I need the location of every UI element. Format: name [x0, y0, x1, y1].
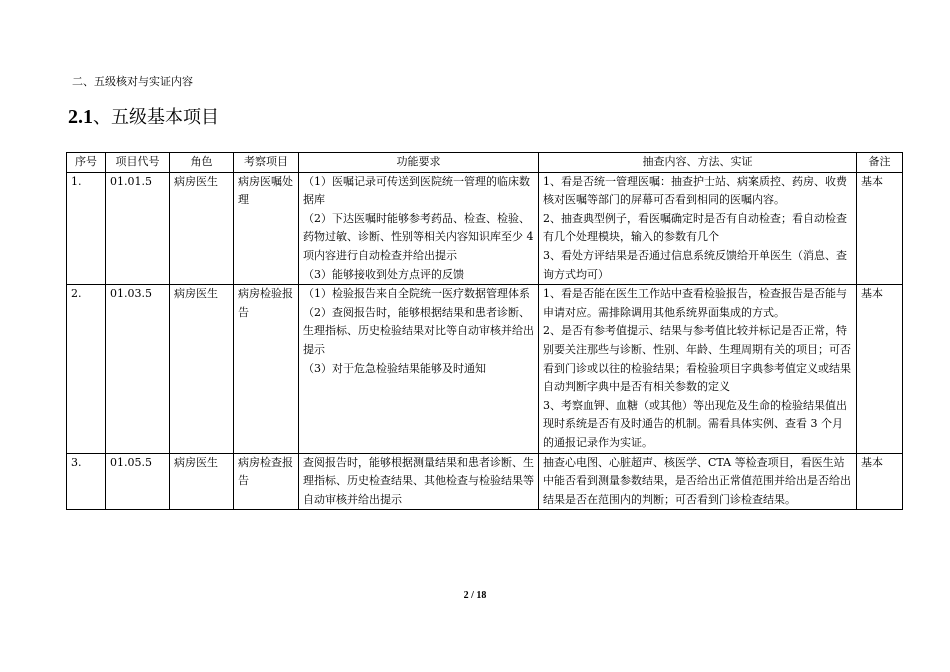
- cell-code: 01.05.5: [106, 453, 170, 510]
- header-role: 角色: [170, 153, 234, 173]
- cell-item: 病房检验报告: [234, 285, 299, 453]
- cell-code: 01.01.5: [106, 172, 170, 285]
- page-total: 18: [476, 590, 487, 601]
- section-heading: [68, 103, 219, 129]
- check-text: 2、抽查典型例子，看医嘱确定时是否有自动检查；看自动检查有几个处理模块，输入的参数有几个: [543, 211, 847, 244]
- page-footer: [0, 590, 950, 601]
- cell-seq: 3.: [67, 453, 106, 510]
- section-label: 二、五级核对与实证内容: [72, 75, 193, 88]
- heading-text: 、五级基本项目: [93, 107, 219, 128]
- cell-seq: 1.: [67, 172, 106, 285]
- cell-checks: [539, 172, 857, 285]
- check-text: 3、看处方评结果是否通过信息系统反馈给开单医生（消息、查询方式均可）: [543, 248, 847, 281]
- header-requirements: 功能要求: [299, 153, 539, 173]
- requirement-text: （3）能够接收到处方点评的反馈: [303, 267, 464, 281]
- check-text: 2、是否有参考值提示、结果与参考值比较并标记是否正常，特别要关注那些与诊断、性别、年龄、生理周期有关的项目；可否看到门诊或以往的检验结果；看检验项目字典参考值定义或结果自动判断字典中是否有相关参数的定义: [543, 324, 851, 394]
- cell-item: 病房医嘱处理: [234, 172, 299, 285]
- page-separator: /: [471, 590, 474, 601]
- requirement-text: （1）医嘱记录可传送到医院统一管理的临床数据库: [303, 174, 530, 207]
- cell-role: 病房医生: [170, 285, 234, 453]
- cell-checks: [539, 285, 857, 453]
- header-checks: 抽查内容、方法、实证: [539, 153, 857, 173]
- table-row: [67, 172, 903, 285]
- table-row: [67, 453, 903, 510]
- heading-number: 2.1: [68, 106, 93, 128]
- cell-role: 病房医生: [170, 453, 234, 510]
- requirement-text: （1）检验报告来自全院统一医疗数据管理体系: [303, 287, 530, 301]
- requirement-text: （3）对于危急检验结果能够及时通知: [303, 361, 486, 375]
- requirement-text: 查阅报告时，能够根据测量结果和患者诊断、生理指标、历史检查结果、其他检查与检验结果等自动审核并给出提示: [303, 455, 534, 506]
- header-code: 项目代号: [106, 153, 170, 173]
- header-note: 备注: [857, 153, 903, 173]
- check-text: 1、看是否统一管理医嘱：抽查护士站、病案质控、药房、收费核对医嘱等部门的屏幕可否看到相同的医嘱内容。: [543, 174, 847, 207]
- cell-note: 基本: [857, 453, 903, 510]
- cell-note: 基本: [857, 285, 903, 453]
- requirement-text: （2）查阅报告时，能够根据结果和患者诊断、生理指标、历史检验结果对比等自动审核并给出提示: [303, 305, 534, 356]
- cell-requirements: [299, 453, 539, 510]
- cell-item: 病房检查报告: [234, 453, 299, 510]
- check-text: 抽查心电图、心脏超声、核医学、CTA 等检查项目，看医生站中能否看到测量参数结果，是否给出正常值范围并给出是否给出结果是否在范围内的判断；可否看到门诊检查结果。: [543, 455, 851, 506]
- cell-note: 基本: [857, 172, 903, 285]
- cell-seq: 2.: [67, 285, 106, 453]
- items-table: [66, 152, 903, 510]
- cell-role: 病房医生: [170, 172, 234, 285]
- page-number: 2: [463, 590, 469, 601]
- check-text: 3、考察血钾、血糖（或其他）等出现危及生命的检验结果值出现时系统是否有及时通告的机制。需看具体实例、查看 3 个月的通报记录作为实证。: [543, 398, 847, 449]
- cell-requirements: [299, 285, 539, 453]
- cell-code: 01.03.5: [106, 285, 170, 453]
- table-row: [67, 285, 903, 453]
- requirement-text: （2）下达医嘱时能够参考药品、检查、检验、药物过敏、诊断、性别等相关内容知识库至少 4 项内容进行自动检查并给出提示: [303, 211, 534, 262]
- cell-requirements: [299, 172, 539, 285]
- header-seq: 序号: [67, 153, 106, 173]
- cell-checks: [539, 453, 857, 510]
- check-text: 1、看是否能在医生工作站中查看检验报告，检查报告是否能与申请对应。需排除调用其他系统界面集成的方式。: [543, 287, 847, 319]
- header-item: 考察项目: [234, 153, 299, 173]
- table-header-row: [67, 153, 903, 173]
